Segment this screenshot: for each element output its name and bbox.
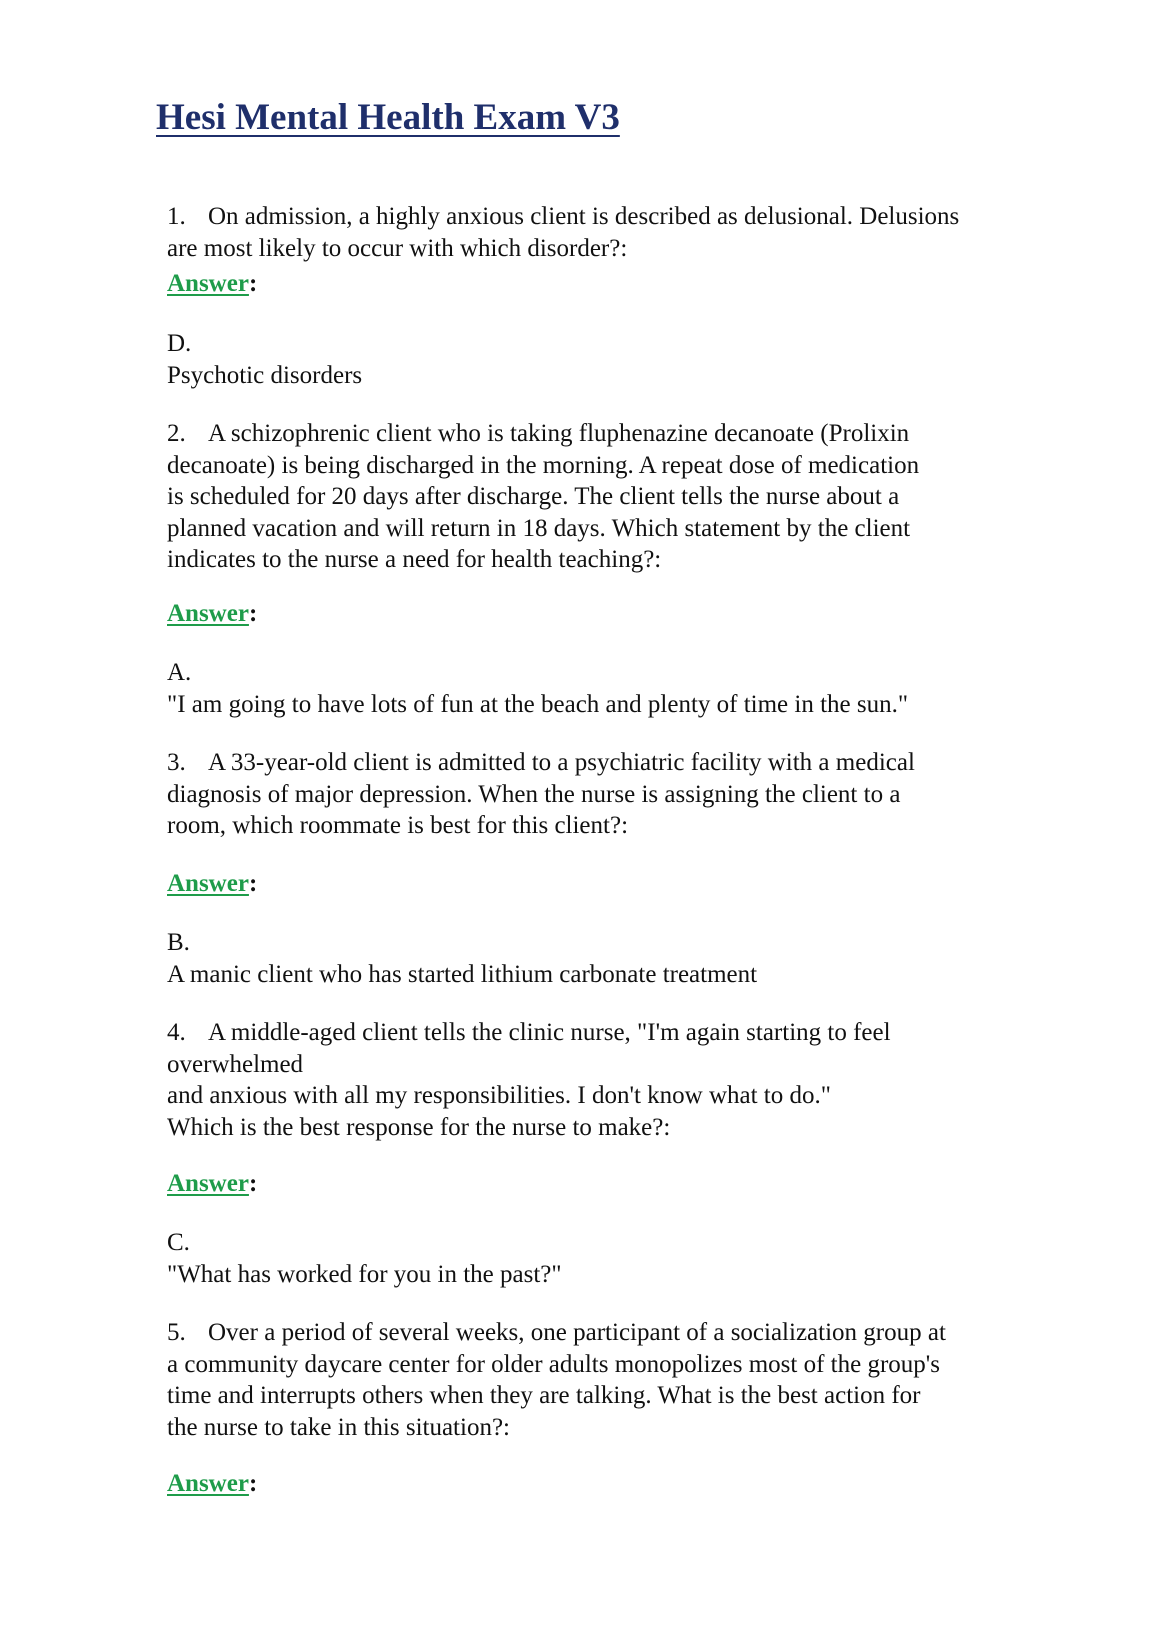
answer-1 — [167, 328, 362, 391]
question-text-line: time and interrupts others when they are talking. What is the best action for — [167, 1382, 921, 1409]
answer-label: Answer: — [167, 1170, 258, 1197]
answer-3 — [167, 927, 757, 990]
question-text-line: the nurse to take in this situation?: — [167, 1413, 510, 1441]
answer-label: Answer: — [167, 270, 258, 297]
question-text-line: diagnosis of major depression. When the nurse is assigning the client to a — [167, 780, 901, 808]
question-text-line: room, which roommate is best for this client?: — [167, 812, 629, 839]
question-5 — [167, 1317, 946, 1443]
question-number: 3. — [167, 749, 186, 776]
question-text-line: and anxious with all my responsibilities. I don't know what to do." — [167, 1082, 831, 1109]
question-text-line: planned vacation and will return in 18 days. Which statement by the client — [167, 514, 911, 542]
question-number: 5. — [167, 1319, 186, 1346]
answer-text: Psychotic disorders — [167, 361, 363, 389]
question-text-line: Over a period of several weeks, one participant of a socialization group at — [208, 1319, 946, 1346]
question-number: 4. — [167, 1019, 186, 1046]
question-text-line: Which is the best response for the nurse to make?: — [167, 1113, 671, 1141]
question-text-line: A schizophrenic client who is taking fluphenazine decanoate (Prolixin — [208, 420, 910, 447]
question-text-line: A middle-aged client tells the clinic nurse, "I'm again starting to feel — [208, 1019, 891, 1046]
answer-text: "What has worked for you in the past?" — [167, 1260, 562, 1288]
answer-2 — [167, 657, 908, 720]
question-text-line: indicates to the nurse a need for health teaching?: — [167, 546, 662, 573]
question-number: 2. — [167, 420, 186, 447]
answer-label: Answer: — [167, 870, 258, 897]
question-text-line: are most likely to occur with which disorder?: — [167, 234, 628, 262]
answer-label: Answer: — [167, 1470, 258, 1497]
answer-4 — [167, 1227, 562, 1290]
answer-text: A manic client who has started lithium carbonate treatment — [167, 960, 758, 988]
question-text-line: overwhelmed — [167, 1050, 304, 1078]
question-4 — [167, 1017, 891, 1143]
question-text-line: On admission, a highly anxious client is described as delusional. Delusions — [208, 203, 960, 230]
document-title: Hesi Mental Health Exam V3 — [156, 97, 620, 138]
answer-letter: C. — [167, 1229, 190, 1256]
answer-letter: A. — [167, 659, 192, 686]
question-text-line: a community daycare center for older adults monopolizes most of the group's — [167, 1350, 941, 1378]
question-2 — [167, 418, 919, 576]
answer-label: Answer: — [167, 600, 258, 627]
question-text-line: is scheduled for 20 days after discharge. The client tells the nurse about a — [167, 483, 900, 510]
answer-letter: D. — [167, 330, 192, 357]
answer-letter: B. — [167, 929, 190, 956]
question-1 — [167, 201, 959, 264]
question-number: 1. — [167, 203, 186, 230]
question-text-line: A 33-year-old client is admitted to a psychiatric facility with a medical — [208, 749, 915, 776]
question-text-line: decanoate) is being discharged in the morning. A repeat dose of medication — [167, 451, 920, 479]
answer-text: "I am going to have lots of fun at the beach and plenty of time in the sun." — [167, 690, 909, 718]
question-3 — [167, 747, 915, 842]
